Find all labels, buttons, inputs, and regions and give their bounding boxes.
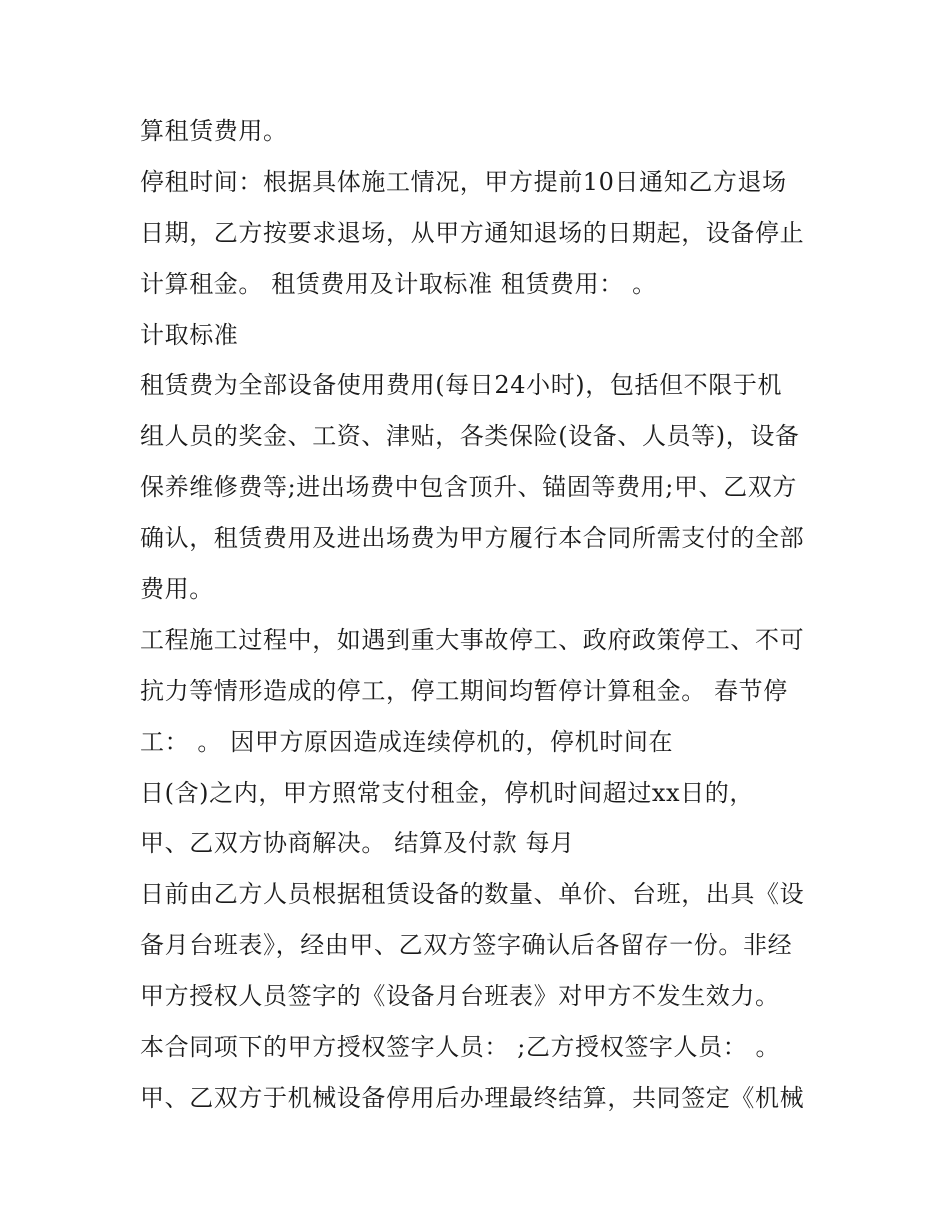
- document-body: [140, 106, 840, 1124]
- text-line: 算租赁费用。: [140, 117, 288, 145]
- text-line: 费用。: [140, 575, 214, 604]
- text-line: 备月台班表》，经由甲、乙双方签字确认后各留存一份。非经: [140, 931, 793, 960]
- text-line: 甲方授权人员签字的《设备月台班表》对甲方不发生效力。: [140, 982, 780, 1011]
- text-line: 组人员的奖金、工资、津贴，各类保险(设备、人员等)，设备: [140, 422, 800, 451]
- text-line: 抗力等情形造成的停工，停工期间均暂停计算租金。 春节停: [140, 676, 788, 705]
- text-line: 本合同项下的甲方授权签字人员： ;乙方授权签字人员： 。: [140, 1033, 781, 1062]
- text-line: 甲、乙双方于机械设备停用后办理最终结算，共同签定《机械: [140, 1083, 805, 1112]
- text-line: 工： 。 因甲方原因造成连续停机的，停机时间在: [140, 727, 674, 756]
- text-line: 计算租金。 租赁费用及计取标准 租赁费用： 。: [140, 269, 657, 298]
- text-line: 停租时间：根据具体施工情况，甲方提前10日通知乙方退场: [140, 167, 787, 196]
- text-line: 租赁费为全部设备使用费用(每日24小时)，包括但不限于机: [140, 371, 783, 400]
- text-line: 日期，乙方按要求退场，从甲方通知退场的日期起，设备停止: [140, 218, 805, 247]
- text-line: 保养维修费等;进出场费中包含顶升、锚固等费用;甲、乙双方: [140, 473, 797, 502]
- text-line: 日(含)之内，甲方照常支付租金，停机时间超过xx日的，: [140, 778, 754, 807]
- text-line: 确认，租赁费用及进出场费为甲方履行本合同所需支付的全部: [140, 524, 805, 553]
- text-line: 计取标准: [140, 320, 239, 349]
- text-line: 日前由乙方人员根据租赁设备的数量、单价、台班，出具《设: [140, 880, 805, 909]
- text-line: 工程施工过程中，如遇到重大事故停工、政府政策停工、不可: [140, 625, 805, 654]
- text-line: 甲、乙双方协商解决。 结算及付款 每月: [140, 829, 575, 858]
